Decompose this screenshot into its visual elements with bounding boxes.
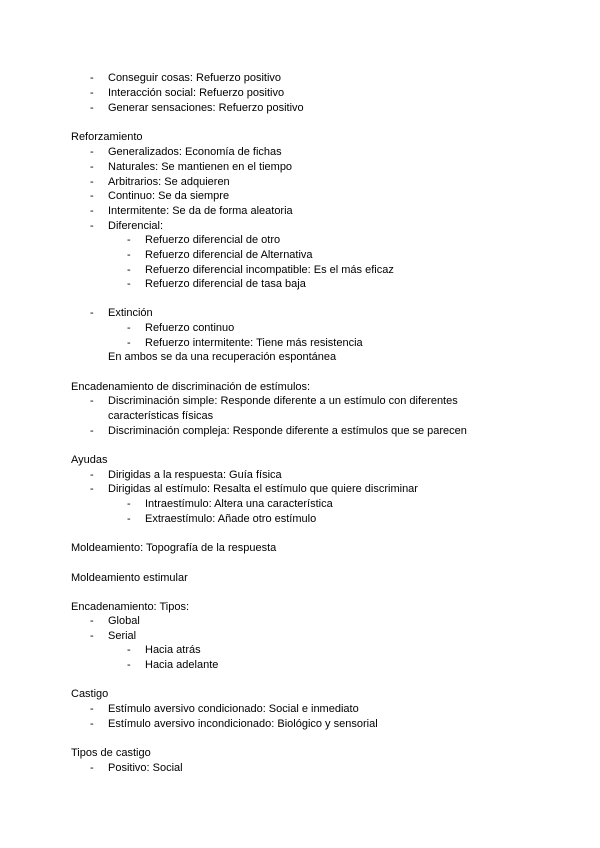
section-heading-ayudas: Ayudas (71, 454, 108, 466)
section-heading-discriminacion: Encadenamiento de discriminación de estímulos: (71, 381, 311, 393)
list-item-continuation: características físicas (108, 410, 214, 422)
list-item: Interacción social: Refuerzo positivo (108, 87, 285, 99)
bullet-dash: - (127, 498, 131, 510)
list-item: Estímulo aversivo incondicionado: Biológico y sensorial (108, 718, 378, 730)
list-item: Serial (108, 630, 137, 642)
bullet-dash: - (127, 234, 131, 246)
list-item: Conseguir cosas: Refuerzo positivo (108, 72, 282, 84)
bullet-dash: - (90, 205, 94, 217)
section-heading-reforzamiento: Reforzamiento (71, 131, 143, 143)
list-item: Continuo: Se da siempre (108, 190, 230, 202)
sub-list-item: Refuerzo diferencial de tasa baja (145, 278, 306, 290)
sub-list-item: Refuerzo diferencial de Alternativa (145, 249, 313, 261)
bullet-dash: - (90, 307, 94, 319)
bullet-dash: - (90, 483, 94, 495)
bullet-dash: - (127, 513, 131, 525)
bullet-dash: - (90, 395, 94, 407)
list-item: Extinción (108, 307, 153, 319)
moldeamiento-estimular-line: Moldeamiento estimular (71, 572, 188, 584)
sub-list-item: Hacia adelante (145, 659, 219, 671)
list-item: Discriminación simple: Responde diferente a un estímulo con diferentes (108, 395, 458, 407)
list-item: Estímulo aversivo condicionado: Social e inmediato (108, 703, 359, 715)
list-item: Positivo: Social (108, 762, 183, 774)
bullet-dash: - (90, 425, 94, 437)
bullet-dash: - (90, 146, 94, 158)
sub-list-item: Extraestímulo: Añade otro estímulo (145, 513, 317, 525)
bullet-dash: - (90, 87, 94, 99)
list-item: Intermitente: Se da de forma aleatoria (108, 205, 293, 217)
sub-list-item: Refuerzo intermitente: Tiene más resistencia (145, 337, 363, 349)
list-item: Generar sensaciones: Refuerzo positivo (108, 102, 304, 114)
sub-list-item: Hacia atrás (145, 644, 201, 656)
bullet-dash: - (90, 703, 94, 715)
moldeamiento-line: Moldeamiento: Topografía de la respuesta (71, 542, 277, 554)
bullet-dash: - (90, 469, 94, 481)
list-item: Discriminación compleja: Responde diferente a estímulos que se parecen (108, 425, 467, 437)
bullet-dash: - (90, 718, 94, 730)
list-item: Naturales: Se mantienen en el tiempo (108, 161, 293, 173)
list-item: Diferencial: (108, 220, 164, 232)
sub-list-item: Intraestímulo: Altera una característica (145, 498, 333, 510)
bullet-dash: - (90, 176, 94, 188)
bullet-dash: - (90, 615, 94, 627)
bullet-dash: - (90, 220, 94, 232)
extincion-note: En ambos se da una recuperación espontánea (108, 351, 337, 363)
bullet-dash: - (127, 249, 131, 261)
list-item: Generalizados: Economía de fichas (108, 146, 282, 158)
sub-list-item: Refuerzo diferencial de otro (145, 234, 281, 246)
bullet-dash: - (90, 102, 94, 114)
bullet-dash: - (90, 762, 94, 774)
bullet-dash: - (90, 72, 94, 84)
sub-list-item: Refuerzo diferencial incompatible: Es el más eficaz (145, 264, 394, 276)
bullet-dash: - (127, 322, 131, 334)
bullet-dash: - (90, 161, 94, 173)
bullet-dash: - (90, 190, 94, 202)
bullet-dash: - (127, 337, 131, 349)
bullet-dash: - (127, 264, 131, 276)
sub-list-item: Refuerzo continuo (145, 322, 235, 334)
bullet-dash: - (127, 644, 131, 656)
list-item: Global (108, 615, 140, 627)
bullet-dash: - (90, 630, 94, 642)
list-item: Dirigidas al estímulo: Resalta el estímulo que quiere discriminar (108, 483, 418, 495)
section-heading-tipos-castigo: Tipos de castigo (71, 747, 151, 759)
list-item: Dirigidas a la respuesta: Guía física (108, 469, 282, 481)
section-heading-castigo: Castigo (71, 688, 109, 700)
bullet-dash: - (127, 278, 131, 290)
bullet-dash: - (127, 659, 131, 671)
section-heading-encadenamiento-tipos: Encadenamiento: Tipos: (71, 601, 190, 613)
list-item: Arbitrarios: Se adquieren (108, 176, 230, 188)
